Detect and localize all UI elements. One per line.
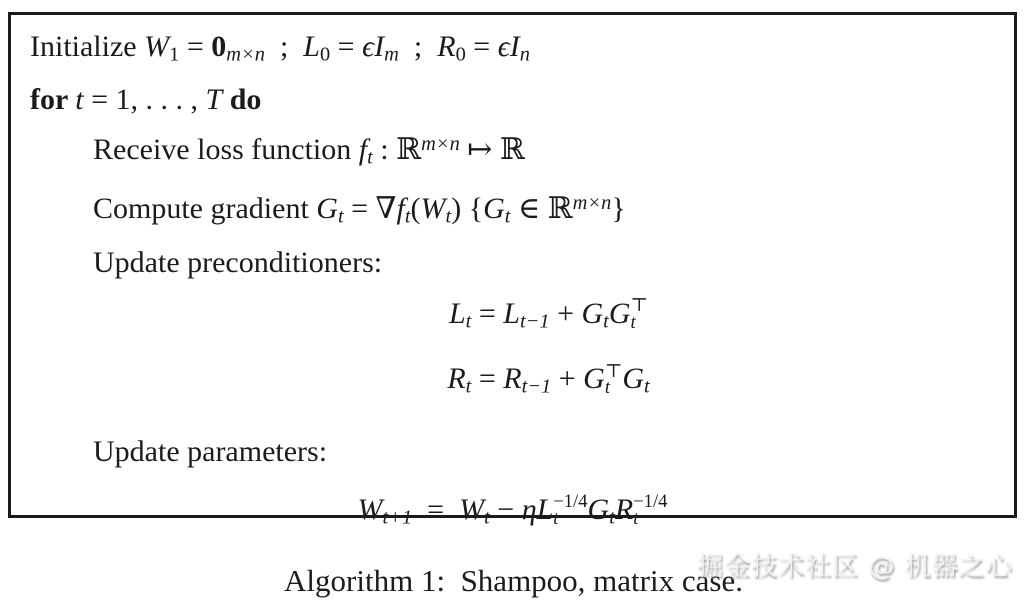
compute-gradient-line: Compute gradient Gt = ∇ft(Wt) {Gt ∈ ℝ$^{m\times n}$} (93, 191, 626, 228)
watermark: 掘金技术社区 @ 机器之心 (697, 552, 1013, 582)
update-preconditioners-label: Update preconditioners: (93, 245, 383, 279)
rt-update-equation: Rt = Rt−1 + G ⊤ t Gt (447, 360, 650, 399)
sup-sub-stack: −1/4 t (633, 491, 668, 529)
algorithm-caption: Algorithm 1: Shampoo, matrix case. (284, 563, 743, 598)
weight-update-equation: Wt+1 = Wt − ηL −1/4 t GtR −1/4 t (357, 491, 668, 529)
sup-sub-stack: −1/4 t (553, 491, 588, 529)
sup-sub-stack: ⊤ t (604, 360, 623, 399)
algorithm-box (8, 12, 1017, 529)
for-loop-line: for t = 1, . . . , T do (30, 83, 262, 117)
update-parameters-label: Update parameters: (93, 434, 328, 468)
sup-sub-stack: ⊤ t (630, 295, 649, 333)
receive-loss-line: Receive loss function ft : ℝ$^{m\times n}$ ↦ ℝ (93, 132, 525, 170)
initialize-line: Initialize $W_1 = 0m\times n$ ; $L_0 = \epsilon Im$ ; $R_0 = \epsilon In$ (30, 30, 530, 66)
lt-update-equation: Lt = Lt−1 + GtG ⊤ t (448, 295, 649, 333)
